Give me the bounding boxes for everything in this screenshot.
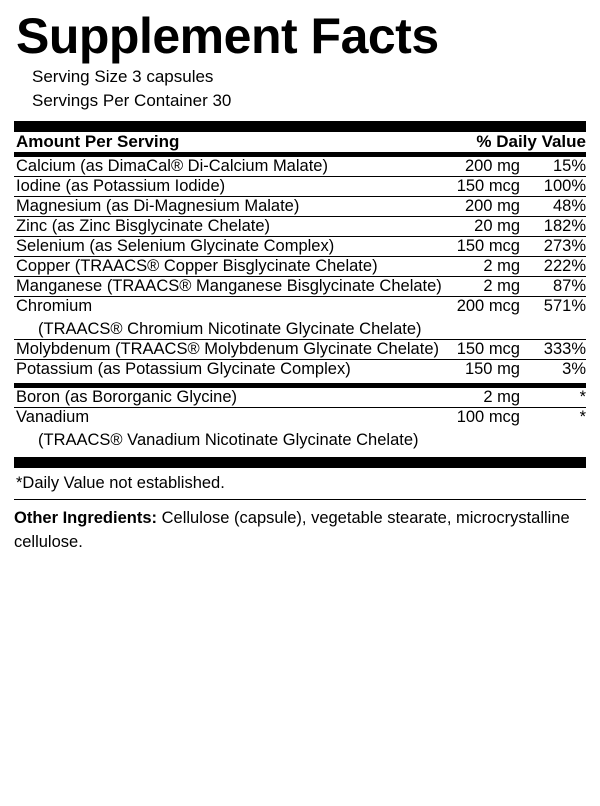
table-row (14, 256, 586, 276)
nutrient-amount: 200 mg (455, 196, 530, 216)
nutrient-name-second-line: (TRAACS® Vanadium Nicotinate Glycinate Chelate) (38, 430, 419, 449)
nutrient-daily-value: 100% (530, 176, 586, 196)
nutrient-name: Copper (TRAACS® Copper Bisglycinate Chelate) (14, 256, 455, 276)
nutrient-name: Chromium (16, 296, 93, 315)
nutrient-name: Selenium (as Selenium Glycinate Complex) (14, 236, 455, 256)
nutrient-daily-value: 333% (530, 339, 586, 359)
table-row (14, 359, 586, 379)
nutrient-daily-value: 15% (552, 156, 586, 175)
column-header-amount: Amount Per Serving (16, 131, 180, 151)
column-header-daily-value: % Daily Value (476, 131, 586, 151)
nutrient-daily-value: * (579, 387, 586, 406)
table-header-row (14, 132, 586, 152)
other-ingredients-label: Other Ingredients: (14, 509, 158, 528)
table-row (14, 296, 586, 339)
nutrient-daily-value: 273% (530, 236, 586, 256)
nutrient-name: Calcium (as DimaCal® Di-Calcium Malate) (16, 156, 328, 175)
table-row (14, 157, 586, 177)
nutrient-amount: 200 mg (464, 156, 520, 175)
nutrient-daily-value: 182% (530, 216, 586, 236)
nutrient-daily-value: 222% (530, 256, 586, 276)
nutrient-amount: 200 mcg (455, 296, 530, 339)
nutrient-amount: 150 mcg (455, 339, 530, 359)
nutrient-name: Molybdenum (TRAACS® Molybdenum Glycinate Chelate) (14, 339, 455, 359)
nutrient-name: Potassium (as Potassium Glycinate Complex) (14, 359, 455, 379)
nutrient-daily-value: 3% (530, 359, 586, 379)
nutrient-daily-value: * (530, 407, 586, 450)
table-row (14, 176, 586, 196)
other-ingredients (14, 500, 586, 555)
nutrient-amount: 150 mcg (455, 176, 530, 196)
servings-per-container: Servings Per Container 30 (32, 91, 232, 111)
nutrient-name: Magnesium (as Di-Magnesium Malate) (14, 196, 455, 216)
table-row (14, 388, 586, 408)
nutrient-daily-value: 87% (530, 276, 586, 296)
divider-thick-bottom (14, 457, 586, 468)
nutrient-name: Boron (as Bororganic Glycine) (16, 387, 238, 406)
table-row (14, 276, 586, 296)
nutrient-name: Zinc (as Zinc Bisglycinate Chelate) (14, 216, 455, 236)
nutrient-daily-value: 48% (530, 196, 586, 216)
nutrient-amount: 100 mcg (451, 407, 530, 450)
nutrition-table (14, 132, 586, 152)
nutrient-amount: 2 mg (455, 256, 530, 276)
table-row (14, 196, 586, 216)
nutrient-daily-value: 571% (530, 296, 586, 339)
nutrient-name: Iodine (as Potassium Iodide) (14, 176, 455, 196)
nutrient-amount: 20 mg (455, 216, 530, 236)
divider-thick-top (14, 121, 586, 132)
nutrient-amount: 2 mg (455, 276, 530, 296)
nutrient-name-wrap (14, 296, 455, 339)
other-ingredients-text: Cellulose (capsule), vegetable stearate, microcrystalline cellulose. (14, 509, 570, 552)
daily-value-footnote: *Daily Value not established. (16, 473, 225, 492)
page-title: Supplement Facts (16, 8, 439, 64)
nutrient-amount: 2 mg (483, 387, 520, 406)
table-row (14, 216, 586, 236)
nutrient-name-wrap (14, 407, 451, 450)
nutrient-amount: 150 mcg (455, 236, 530, 256)
nutrient-amount: 150 mg (455, 359, 530, 379)
table-row (14, 236, 586, 256)
table-row (14, 339, 586, 359)
nutrient-name: Manganese (TRAACS® Manganese Bisglycinate Chelate) (14, 276, 455, 296)
table-row (14, 407, 586, 450)
nutrient-name-second-line: (TRAACS® Chromium Nicotinate Glycinate Chelate) (38, 319, 422, 338)
nutrient-rows-no-dv (14, 388, 586, 450)
serving-size: Serving Size 3 capsules (32, 66, 214, 86)
nutrient-rows (14, 157, 586, 379)
nutrient-name: Vanadium (16, 407, 90, 426)
